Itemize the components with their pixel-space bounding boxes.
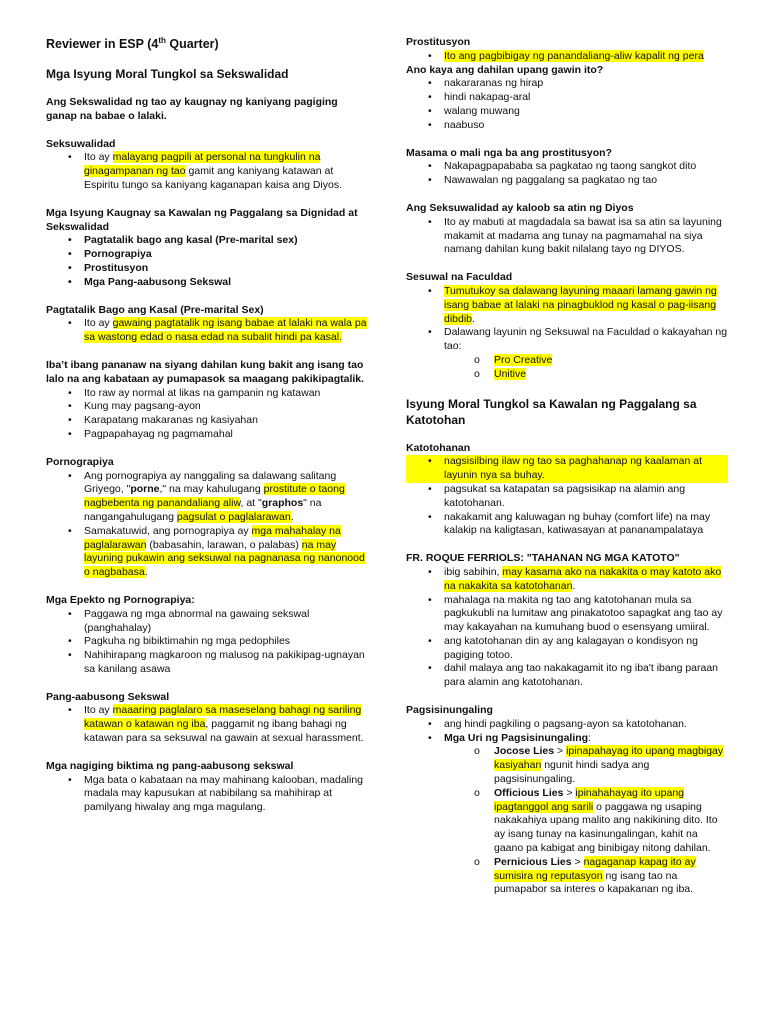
list-item: • Mga Uri ng Pagsisinungaling: (428, 731, 592, 744)
right-column (406, 36, 728, 911)
list-item: • ang hindi pagkiling o pagsang-ayon sa katotohanan. (428, 717, 687, 730)
left-column (46, 36, 368, 829)
section-pornograpiya (46, 456, 368, 580)
section-ferriols (406, 552, 728, 690)
intro-statement: Ang Sekswalidad ng tao ay kaugnay ng kaniyang pagiging ganap na babae o lalaki. (46, 96, 338, 122)
list-item: • Pornograpiya (68, 248, 152, 261)
list-item: • Dalawang layunin ng Seksuwal na Faculdad o kakayahan ng tao: (428, 326, 728, 353)
list-item: • hindi nakapag-aral (428, 91, 531, 104)
list-item: • ibig sabihin, may kasama ako na nakakita o may katoto ako na nakakita sa katotohanan. (428, 565, 722, 592)
highlighted-text: malayang pagpili at personal na tungkulin na ginagampanan ng tao (84, 151, 321, 178)
section-pagsisinungaling (406, 704, 728, 897)
list-item: • Ito ay malayang pagpili at personal na tungkulin na ginagampanan ng tao gamit ang kaniyang katawan at Espiritu tungo sa kaniyang kaganapan kaisa ang Diyos. (68, 151, 342, 191)
section-masama (406, 147, 728, 188)
highlighted-text: Pro Creative (494, 353, 553, 366)
topic-heading-truth: Isyung Moral Tungkol sa Kawalan ng Paggalang sa Katotohan (406, 396, 697, 427)
list-item: • mahalaga na makita ng tao ang katotohanan mula sa pagkukubli na lumitaw ang pinakatotoo sapagkat ang tao ay may kakayahan na kumuhang buod o esensyang umiiral. (428, 593, 723, 634)
list-item: • Pagkuha ng bibiktimahin ng mga pedophiles (68, 635, 291, 648)
section-katotohanan (406, 442, 728, 539)
section-premarital (46, 304, 368, 345)
list-item: • Prostitusyon (68, 261, 149, 274)
highlighted-text: maaaring paglalaro sa maseselang bahagi ng sariling katawan o katawan ng iba (84, 704, 362, 731)
document-title: Reviewer in ESP (4th Quarter) (46, 35, 219, 51)
section-heading: Prostitusyon (406, 36, 471, 48)
highlighted-text: nagsisilbing ilaw ng tao sa paghahanap ng kaalaman at layunin nya sa buhay. (444, 455, 703, 482)
section-heading: Pornograpiya (46, 455, 114, 468)
section-epekto (46, 594, 368, 677)
list-item: • Kung may pagsang-ayon (68, 400, 201, 413)
section-heading: Pagsisinungaling (406, 704, 493, 717)
section-isyu (46, 207, 368, 290)
list-item: • Ito ay mabuti at magdadala sa bawat isa sa atin sa layuning makamit at madama ang tunay na pagmamahal na siya namang dahilan kung bakit nilalang tayo ng DIYOS. (428, 215, 722, 256)
list-item: • Ito ay gawaing pagtatalik ng isang babae at lalaki na wala pa sa wastong edad o nasa edad na subalit hindi pa kasal. (68, 317, 367, 344)
list-item: • dahil malaya ang tao nakakagamit ito ng iba't ibang paraan para alamin ang katotohanan. (428, 662, 719, 689)
list-item: • nakakamit ang kaluwagan ng buhay (comfort life) na may kalakip na kaligtasan, katiwasayan at pananampalataya (428, 510, 711, 537)
section-heading: Mga Epekto ng Pornograpiya: (46, 593, 195, 606)
list-item: • nakararanas ng hirap (428, 77, 544, 90)
list-item: • Pagpapahayag ng pagmamahal (68, 427, 233, 440)
list-item: • Pagtatalik bago ang kasal (Pre-marital sex) (68, 234, 298, 247)
list-item: • Tumutukoy sa dalawang layuning maaari lamang gawin ng isang babae at lalaki na pinagbuklod ng kasal o pag-iisang dibdib. (428, 284, 717, 325)
section-prostitusyon (406, 36, 728, 133)
section-heading: Pagtatalik Bago ang Kasal (Pre-marital Sex) (46, 303, 264, 316)
list-item: • walang muwang (428, 104, 520, 117)
section-heading: FR. ROQUE FERRIOLS: "TAHANAN NG MGA KATOTO" (406, 552, 680, 565)
highlighted-text: Unitive (494, 367, 527, 380)
highlighted-text: pagsulat o paglalarawan (176, 510, 291, 523)
section-abuso (46, 691, 368, 746)
list-item: • nagsisilbing ilaw ng tao sa paghahanap ng kaalaman at layunin nya sa buhay. (406, 455, 728, 483)
section-heading: Iba’t ibang pananaw na siyang dahilan kung bakit ang isang tao lalo na ang kabataan ay pumapasok sa maagang pakikipagtalik. (46, 358, 365, 385)
highlighted-text: ipinapahayag ito upang magbigay kasiyahan (494, 745, 724, 772)
highlighted-text: ipinahahayag ito upang ipagtanggol ang sarili (494, 786, 685, 813)
section-heading: Seksuwalidad (46, 137, 116, 150)
list-item: • Paggawa ng mga abnormal na gawaing sekswal (panghahalay) (68, 607, 310, 634)
list-item: • Mga Pang-aabusong Sekswal (68, 275, 232, 288)
list-item: • Nahihirapang magkaroon ng malusog na pakikipag-ugnayan sa kanilang asawa (68, 649, 365, 675)
sub-list-item: o Jocose Lies > ipinapahayag ito upang magbigay kasiyahan ngunit hindi sadya ang pagsisinungaling. (474, 745, 724, 786)
list-item: • Nakapagpapababa sa pagkatao ng taong sangkot dito (428, 160, 697, 173)
list-item: • ang katotohanan din ay ang kalagayan o kondisyon ng pagiging totoo. (428, 634, 698, 661)
highlighted-text: prostitute o taong nagbebenta ng panandaliang aliw (84, 483, 345, 510)
sub-list-item: o Pernicious Lies > nagaganap kapag ito ay sumisira ng reputasyon ng isang tao na pumapabor sa interes o kapakanan ng iba. (474, 855, 696, 896)
list-item: • pagsukat sa katapatan sa pagsisikap na alamin ang katotohanan. (428, 482, 686, 509)
highlighted-text: na may layuning pukawin ang seksuwal na pagnanasa ng nanonood o nagbabasa (84, 538, 365, 579)
sub-list-item: o Unitive (474, 367, 527, 380)
list-item: • Samakatuwid, ang pornograpiya ay mga mahahalay na paglalarawan (babasahin, larawan, o palabas) na may layuning pukawin ang seksuwal na pagnanasa ng nanonood o nagbabasa. (68, 524, 365, 579)
list-item: • Nawawalan ng paggalang sa pagkatao ng tao (428, 174, 658, 187)
section-heading: Masama o mali nga ba ang prostitusyon? (406, 146, 612, 159)
section-heading: Katotohanan (406, 441, 471, 454)
section-heading: Ang Seksuwalidad ay kaloob sa atin ng Diyos (406, 201, 634, 214)
list-item: • Ito ang pagbibigay ng panandaliang-aliw kapalit ng pera (428, 49, 704, 62)
section-biktima (46, 760, 368, 815)
section-heading: Mga Isyung Kaugnay sa Kawalan ng Paggalang sa Dignidad at Sekswalidad (46, 206, 358, 233)
section-heading: Mga nagiging biktima ng pang-aabusong sekswal (46, 759, 294, 772)
section-faculdad (406, 271, 728, 381)
section-kaloob (406, 202, 728, 257)
section-seksuwalidad (46, 138, 368, 193)
list-item: • Karapatang makaranas ng kasiyahan (68, 414, 258, 427)
section-pananaw (46, 359, 368, 442)
highlighted-text: Ito ang pagbibigay ng panandaliang-aliw kapalit ng pera (444, 49, 704, 62)
list-item: • Ito ay maaaring paglalaro sa maseselang bahagi ng sariling katawan o katawan ng iba, paggamit ng ibang bahagi ng katawan para sa seksuwal na gawain at sexual harassment. (68, 704, 364, 745)
highlighted-text: gawaing pagtatalik ng isang babae at lalaki na wala pa sa wastong edad o nasa edad na subalit hindi pa kasal. (84, 317, 367, 344)
list-item: • naabuso (428, 118, 485, 131)
highlighted-text: nagaganap kapag ito ay sumisira ng reputasyon (494, 855, 696, 882)
sub-list-item: o Pro Creative (474, 353, 553, 366)
section-heading: Ano kaya ang dahilan upang gawin ito? (406, 63, 604, 76)
section-heading: Sesuwal na Faculdad (406, 271, 513, 284)
list-item: • Ito raw ay normal at likas na gampanin ng katawan (68, 386, 321, 399)
highlighted-text: may kasama ako na nakakita o may katoto ako na nakakita sa katotohanan (444, 565, 722, 592)
list-item: • Mga bata o kabataan na may mahinang kalooban, madaling madala may kapusukan at nabibilang sa mahihirap at pamilyang hiwalay ang mga magulang. (68, 773, 364, 814)
sub-list-item: o Officious Lies > ipinahahayag ito upang ipagtanggol ang sarili o paggawa ng usaping nakakahiya upang malito ang nakikining dito. Ito ay isang tunay na kasinungalingan, kahit na gaano pa kabigat ang binibigay nitong dahilan. (474, 786, 718, 855)
highlighted-text: Tumutukoy sa dalawang layuning maaari lamang gawin ng isang babae at lalaki na pinagbuklod ng kasal o pag-iisang dibdib (444, 284, 717, 325)
highlighted-text: mga mahahalay na paglalarawan (84, 524, 341, 551)
topic-heading-sexuality: Mga Isyung Moral Tungkol sa Sekswalidad (46, 67, 289, 81)
section-heading: Pang-aabusong Sekswal (46, 690, 170, 703)
list-item: • Ang pornograpiya ay nanggaling sa dalawang salitang Griyego, "porne," na may kahulugang prostitute o taong nagbebenta ng panandaliang aliw, at "graphos" na nangangahulugang pagsulat o paglalarawan. (68, 469, 345, 523)
